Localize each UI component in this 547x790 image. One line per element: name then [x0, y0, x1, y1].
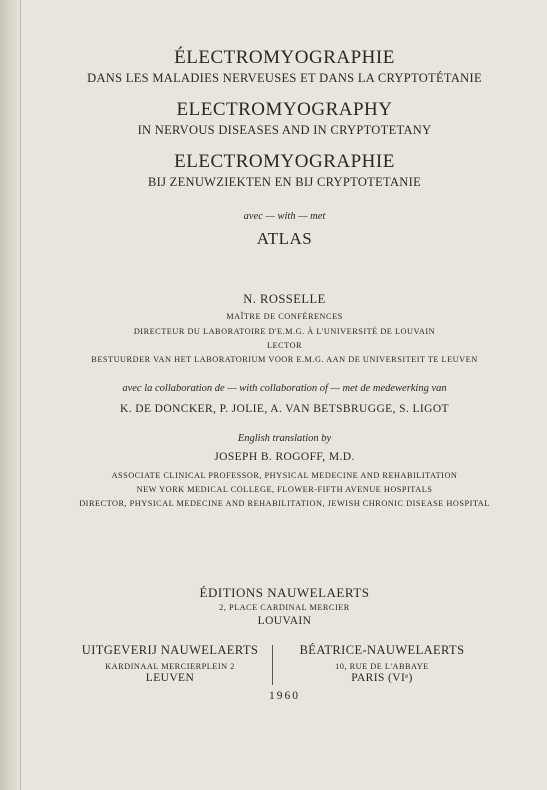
- author-role-3: LECTOR: [266, 341, 303, 350]
- publisher-divider: [272, 645, 273, 685]
- collaborators-list: K. DE DONCKER, P. JOLIE, A. VAN BETSBRUGGE, S. LIGOT: [120, 403, 449, 415]
- translator-line-3: DIRECTOR, PHYSICAL MEDECINE AND REHABILITATION, JEWISH CHRONIC DISEASE HOSPITAL: [79, 499, 490, 508]
- subtitle-english: IN NERVOUS DISEASES AND IN CRYPTOTETANY: [137, 123, 432, 137]
- publisher-main-address: 2, PLACE CARDINAL MERCIER: [219, 603, 350, 612]
- book-gutter-line: [20, 0, 21, 790]
- publisher-right-name: BÉATRICE-NAUWELAERTS: [299, 643, 465, 657]
- book-spine-shadow: [0, 0, 22, 790]
- publisher-left-block: [70, 643, 270, 684]
- translator-line-1: ASSOCIATE CLINICAL PROFESSOR, PHYSICAL MEDECINE AND REHABILITATION: [111, 471, 458, 480]
- publisher-left-address: KARDINAAL MERCIERPLEIN 2: [105, 662, 235, 671]
- publisher-right-address: 10, RUE DE L'ABBAYE: [335, 662, 429, 671]
- title-english: ELECTROMYOGRAPHY: [176, 99, 393, 120]
- publisher-left-city: LEUVEN: [145, 672, 195, 684]
- title-french: ÉLECTROMYOGRAPHIE: [174, 47, 395, 68]
- publisher-right-city: PARIS (VIᵉ): [351, 672, 413, 684]
- title-page: [22, 0, 547, 790]
- author-role-2: DIRECTEUR DU LABORATOIRE D'E.M.G. À L'UNIVERSITÉ DE LOUVAIN: [133, 327, 436, 336]
- translator-name: JOSEPH B. ROGOFF, M.D.: [214, 451, 355, 463]
- title-dutch: ELECTROMYOGRAPHIE: [174, 151, 395, 172]
- translator-line-2: NEW YORK MEDICAL COLLEGE, FLOWER-FIFTH AVENUE HOSPITALS: [136, 485, 433, 494]
- avec-with-met-line: avec — with — met: [243, 211, 326, 222]
- publisher-main-name: ÉDITIONS NAUWELAERTS: [199, 585, 370, 600]
- atlas-heading: ATLAS: [256, 229, 313, 248]
- collaboration-line: avec la collaboration de — with collaboration of — met de medewerking van: [122, 383, 447, 394]
- subtitle-dutch: BIJ ZENUWZIEKTEN EN BIJ CRYPTOTETANIE: [147, 175, 422, 189]
- author-role-4: BESTUURDER VAN HET LABORATORIUM VOOR E.M.G. AAN DE UNIVERSITEIT TE LEUVEN: [91, 355, 478, 364]
- author-role-1: MAÎTRE DE CONFÉRENCES: [226, 312, 343, 321]
- subtitle-french: DANS LES MALADIES NERVEUSES ET DANS LA CRYPTOTÉTANIE: [87, 71, 482, 85]
- publisher-left-name: UITGEVERIJ NAUWELAERTS: [81, 643, 259, 657]
- publisher-right-block: [282, 643, 482, 684]
- publication-year: 1960: [269, 690, 300, 702]
- translation-line: English translation by: [237, 433, 332, 444]
- author-name: N. ROSSELLE: [243, 292, 326, 306]
- publisher-main-city: LOUVAIN: [257, 615, 312, 627]
